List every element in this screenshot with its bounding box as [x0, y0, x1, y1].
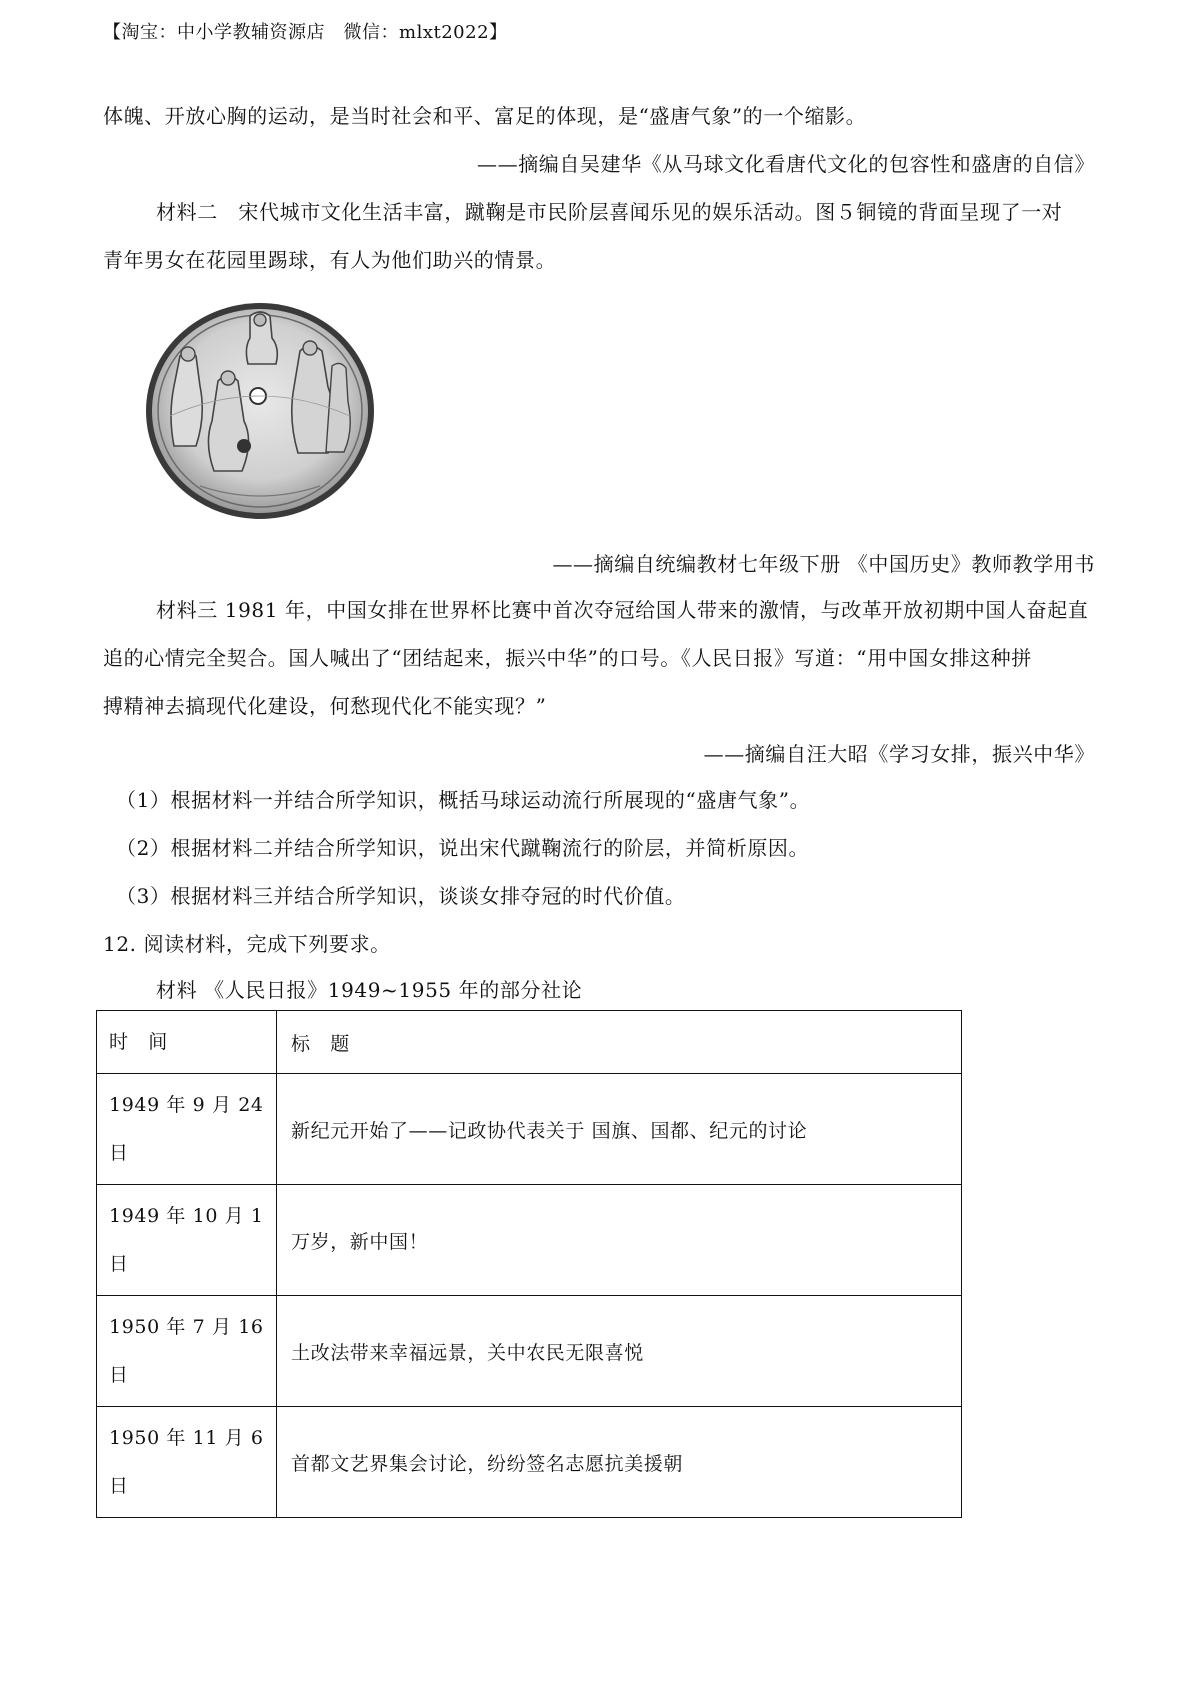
date-cell	[97, 1185, 277, 1296]
date-line1: 1950 年 7 月 16	[109, 1316, 264, 1338]
date-line2: 日	[109, 1253, 129, 1275]
material2-line1: 材料二 宋代城市文化生活丰富，蹴鞠是市民阶层喜闻乐见的娱乐活动。图５铜镜的背面呈现了一对	[156, 200, 1063, 224]
title-cell: 土改法带来幸福远景，关中农民无限喜悦	[277, 1296, 962, 1407]
material1-tail-text: 体魄、开放心胸的运动，是当时社会和平、富足的体现，是“盛唐气象”的一个缩影。	[103, 104, 867, 128]
title-cell: 首都文艺界集会讨论，纷纷签名志愿抗美援朝	[277, 1407, 962, 1518]
table-row	[97, 1074, 962, 1185]
date-line1: 1950 年 11 月 6	[109, 1427, 264, 1449]
date-cell	[97, 1296, 277, 1407]
header-time: 时 间	[97, 1011, 277, 1074]
date-cell	[97, 1074, 277, 1185]
table-row	[97, 1407, 962, 1518]
material2-source: ——摘编自统编教材七年级下册 《中国历史》教师教学用书	[552, 552, 1095, 576]
date-line1: 1949 年 10 月 1	[109, 1205, 264, 1227]
date-cell	[97, 1407, 277, 1518]
material1-source: ——摘编自吴建华《从马球文化看唐代文化的包容性和盛唐的自信》	[477, 152, 1095, 176]
material3-line2: 追的心情完全契合。国人喊出了“团结起来，振兴中华”的口号。《人民日报》写道：“用中国女排这种拼	[103, 646, 1032, 670]
title-cell: 新纪元开始了——记政协代表关于 国旗、国都、纪元的讨论	[277, 1074, 962, 1185]
date-line2: 日	[109, 1142, 129, 1164]
material2-line2: 青年男女在花园里踢球，有人为他们助兴的情景。	[103, 248, 557, 272]
table-header-row	[97, 1011, 962, 1074]
table-row	[97, 1185, 962, 1296]
date-line2: 日	[109, 1475, 129, 1497]
question-1: （1）根据材料一并结合所学知识，概括马球运动流行所展现的“盛唐气象”。	[116, 788, 811, 812]
watermark-header: 【淘宝：中小学教辅资源店 微信：mlxt2022】	[103, 22, 508, 43]
question-12-title: 12. 阅读材料，完成下列要求。	[103, 932, 391, 956]
bronze-mirror-illustration	[140, 296, 380, 526]
date-line2: 日	[109, 1364, 129, 1386]
header-title: 标 题	[277, 1011, 962, 1074]
material3-line3: 搏精神去搞现代化建设，何愁现代化不能实现？”	[103, 694, 547, 718]
question-3: （3）根据材料三并结合所学知识，谈谈女排夺冠的时代价值。	[116, 884, 686, 908]
table-caption: 材料 《人民日报》1949~1955 年的部分社论	[156, 978, 583, 1002]
table-row	[97, 1296, 962, 1407]
material3-line1: 材料三 1981 年，中国女排在世界杯比赛中首次夺冠给国人带来的激情，与改革开放初期中国人奋起直	[156, 598, 1089, 622]
question-2: （2）根据材料二并结合所学知识，说出宋代蹴鞠流行的阶层，并简析原因。	[116, 836, 810, 860]
material3-source: ——摘编自汪大昭《学习女排，振兴中华》	[703, 742, 1095, 766]
date-line1: 1949 年 9 月 24	[109, 1094, 264, 1116]
title-cell: 万岁，新中国！	[277, 1185, 962, 1296]
editorials-table	[96, 1010, 962, 1518]
